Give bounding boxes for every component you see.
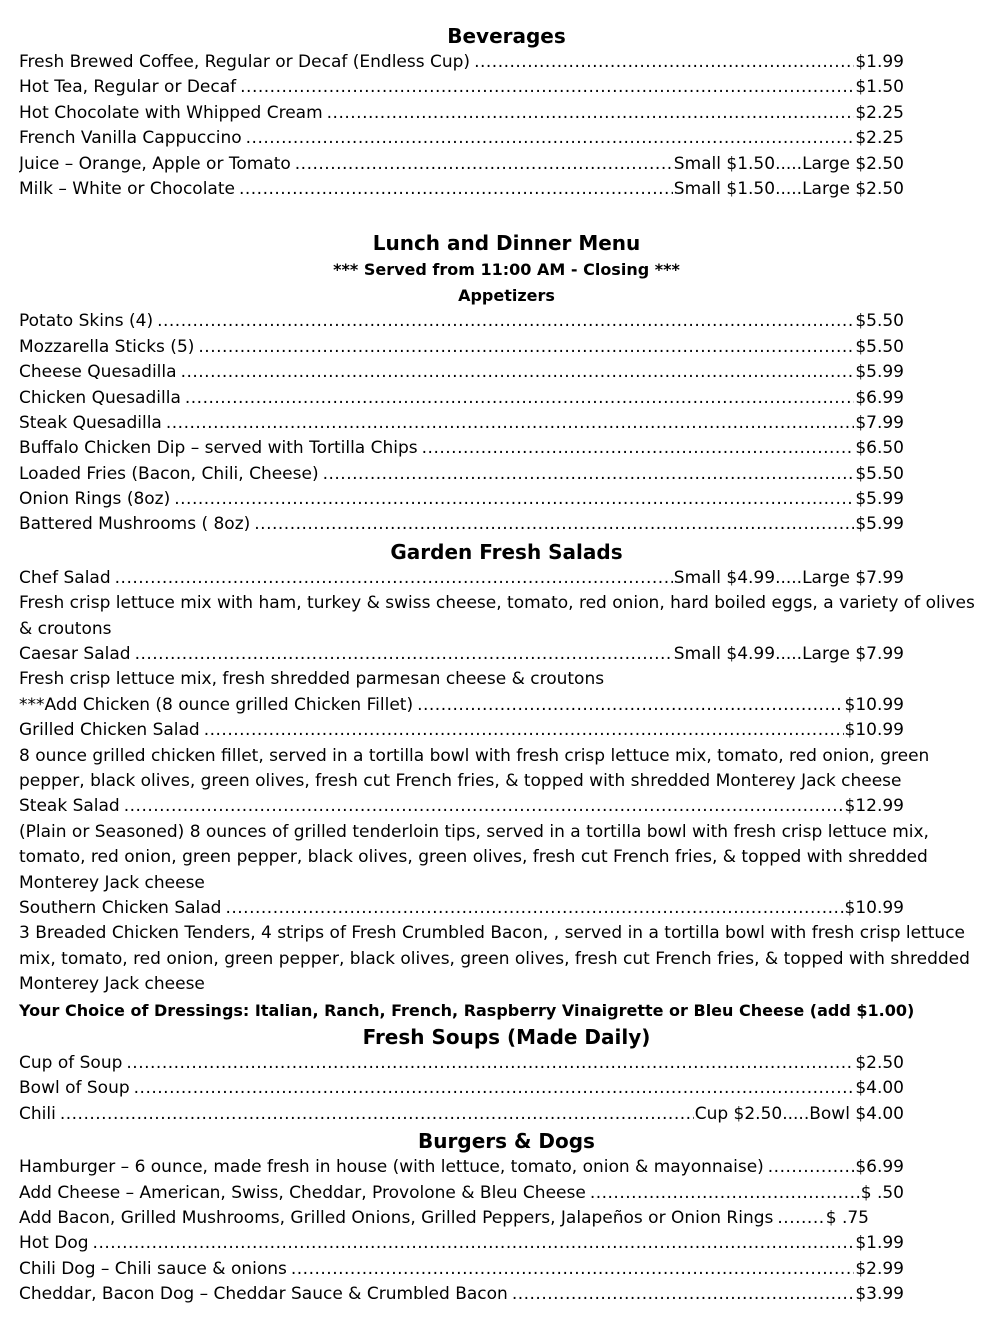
dot-leader bbox=[181, 360, 855, 385]
dot-leader bbox=[124, 794, 844, 819]
item-name: Chili bbox=[19, 1103, 56, 1124]
dot-leader bbox=[174, 487, 854, 512]
item-price: Cup $2.50.....Bowl $4.00 bbox=[694, 1103, 904, 1124]
item-price: $5.50 bbox=[855, 336, 904, 357]
dot-leader bbox=[93, 1231, 855, 1256]
list-item bbox=[19, 75, 904, 100]
dot-leader bbox=[204, 718, 844, 743]
dot-leader bbox=[323, 462, 855, 487]
list-item bbox=[19, 1282, 904, 1307]
soups-list bbox=[19, 1051, 982, 1127]
dot-leader bbox=[291, 1257, 854, 1282]
dot-leader bbox=[246, 126, 855, 151]
list-item bbox=[19, 1206, 869, 1231]
dot-leader bbox=[157, 309, 854, 334]
salad-southern-chicken bbox=[19, 896, 982, 998]
spacer bbox=[19, 202, 982, 229]
item-price: $1.50 bbox=[855, 77, 904, 98]
item-price: $3.99 bbox=[855, 1284, 904, 1305]
item-name: Chef Salad bbox=[19, 567, 111, 588]
item-price: $1.99 bbox=[855, 1233, 904, 1254]
salads-list bbox=[19, 566, 982, 1023]
item-name: Chicken Quesadilla bbox=[19, 387, 181, 408]
list-item bbox=[19, 360, 904, 385]
item-price: $5.50 bbox=[855, 311, 904, 332]
lunch-dinner-heading: Lunch and Dinner Menu bbox=[372, 231, 641, 256]
item-price: Small $4.99.....Large $7.99 bbox=[673, 644, 904, 665]
dot-leader bbox=[239, 177, 673, 202]
salad-grilled-chicken bbox=[19, 718, 982, 794]
burgers-heading: Burgers & Dogs bbox=[418, 1129, 595, 1154]
list-item bbox=[19, 1257, 904, 1282]
list-item bbox=[19, 896, 904, 921]
item-name: Battered Mushrooms ( 8oz) bbox=[19, 514, 251, 535]
item-name: Milk – White or Chocolate bbox=[19, 178, 235, 199]
item-name: Hamburger – 6 ounce, made fresh in house (with lettuce, tomato, onion & mayonnaise) bbox=[19, 1157, 764, 1178]
item-price: $2.99 bbox=[855, 1258, 904, 1279]
item-name: Steak Salad bbox=[19, 796, 120, 817]
item-name: French Vanilla Cappuccino bbox=[19, 128, 242, 149]
item-price: $1.99 bbox=[855, 52, 904, 72]
item-price: Small $1.50.....Large $2.50 bbox=[673, 153, 904, 174]
list-item bbox=[19, 101, 904, 126]
dot-leader bbox=[198, 335, 854, 360]
burgers-list bbox=[19, 1155, 982, 1307]
item-name: Southern Chicken Salad bbox=[19, 898, 222, 919]
beverages-list bbox=[19, 50, 982, 202]
item-price: $7.99 bbox=[855, 412, 904, 433]
dot-leader bbox=[590, 1181, 860, 1206]
dot-leader bbox=[134, 1076, 855, 1101]
item-description: 3 Breaded Chicken Tenders, 4 strips of Fresh Crumbled Bacon, , served in a tortilla bowl with fresh crisp lettuce mix, tomato, red onion, green pepper, black olives, green olives, fresh cut French fries, & topped with shredded Monterey Jack cheese bbox=[19, 923, 970, 995]
list-item bbox=[19, 1051, 904, 1076]
item-price: $2.50 bbox=[855, 1053, 904, 1074]
item-price: $6.50 bbox=[855, 438, 904, 459]
dot-leader bbox=[768, 1155, 855, 1180]
item-description: Fresh crisp lettuce mix, fresh shredded parmesan cheese & croutons bbox=[19, 669, 605, 690]
dot-leader bbox=[295, 152, 673, 177]
dot-leader bbox=[225, 896, 843, 921]
item-name: Add Bacon, Grilled Mushrooms, Grilled Onions, Grilled Peppers, Jalapeños or Onion Rings bbox=[19, 1208, 774, 1229]
item-name: Steak Quesadilla bbox=[19, 412, 162, 433]
dot-leader bbox=[185, 386, 854, 411]
item-price: $12.99 bbox=[844, 796, 904, 817]
dot-leader bbox=[422, 436, 855, 461]
item-name: Caesar Salad bbox=[19, 644, 131, 665]
item-price: Small $1.50.....Large $2.50 bbox=[673, 178, 904, 199]
list-item bbox=[19, 1155, 904, 1180]
item-price: $10.99 bbox=[844, 720, 904, 741]
dot-leader bbox=[60, 1102, 694, 1127]
item-price: $2.25 bbox=[855, 102, 904, 123]
list-item bbox=[19, 642, 904, 667]
item-name: Cup of Soup bbox=[19, 1053, 123, 1074]
dressings-note: Your Choice of Dressings: Italian, Ranch, French, Raspberry Vinaigrette or Bleu Cheese (add $1.00) bbox=[19, 1000, 915, 1020]
item-name: Cheese Quesadilla bbox=[19, 362, 177, 383]
item-name: Chili Dog – Chili sauce & onions bbox=[19, 1258, 287, 1279]
list-item bbox=[19, 50, 904, 75]
list-item bbox=[19, 436, 904, 461]
list-item bbox=[19, 794, 904, 819]
appetizers-list bbox=[19, 309, 982, 538]
item-price: $5.99 bbox=[855, 514, 904, 535]
item-price: $10.99 bbox=[844, 694, 904, 715]
list-item bbox=[19, 126, 904, 151]
item-price: $5.99 bbox=[855, 362, 904, 383]
item-name: Loaded Fries (Bacon, Chili, Cheese) bbox=[19, 463, 319, 484]
dot-leader bbox=[327, 101, 855, 126]
item-name: Hot Chocolate with Whipped Cream bbox=[19, 102, 323, 123]
soups-heading: Fresh Soups (Made Daily) bbox=[362, 1025, 651, 1050]
item-name: Hot Tea, Regular or Decaf bbox=[19, 77, 237, 98]
item-name: Hot Dog bbox=[19, 1233, 89, 1254]
item-price: $6.99 bbox=[855, 387, 904, 408]
served-hours: *** Served from 11:00 AM - Closing *** bbox=[333, 260, 680, 280]
item-price: Small $4.99.....Large $7.99 bbox=[673, 567, 904, 588]
item-name: Juice – Orange, Apple or Tomato bbox=[19, 153, 291, 174]
dot-leader bbox=[777, 1206, 824, 1231]
item-price: $4.00 bbox=[855, 1078, 904, 1099]
list-item bbox=[19, 386, 904, 411]
dot-leader bbox=[474, 50, 854, 75]
appetizers-heading: Appetizers bbox=[458, 286, 555, 306]
salad-caesar bbox=[19, 642, 982, 693]
list-item bbox=[19, 1102, 904, 1127]
list-item bbox=[19, 718, 904, 743]
dot-leader bbox=[417, 693, 843, 718]
item-name: Mozzarella Sticks (5) bbox=[19, 336, 195, 357]
item-name: ***Add Chicken (8 ounce grilled Chicken Fillet) bbox=[19, 694, 414, 715]
list-item bbox=[19, 1231, 904, 1256]
item-name: Bowl of Soup bbox=[19, 1078, 130, 1099]
list-item bbox=[19, 411, 904, 436]
item-description: Fresh crisp lettuce mix with ham, turkey & swiss cheese, tomato, red onion, hard boiled eggs, a variety of olives & croutons bbox=[19, 593, 975, 639]
beverages-heading: Beverages bbox=[447, 24, 566, 48]
list-item bbox=[19, 693, 904, 718]
item-name: Add Cheese – American, Swiss, Cheddar, Provolone & Bleu Cheese bbox=[19, 1182, 586, 1203]
item-description: (Plain or Seasoned) 8 ounces of grilled tenderloin tips, served in a tortilla bowl with fresh crisp lettuce mix, tomato, red onion, green pepper, black olives, green olives, fresh cut French fries, & topped with shredded Monterey Jack cheese bbox=[19, 821, 929, 893]
salad-steak bbox=[19, 794, 982, 896]
list-item bbox=[19, 177, 904, 202]
list-item bbox=[19, 309, 904, 334]
item-price: $6.99 bbox=[855, 1157, 904, 1178]
list-item bbox=[19, 152, 904, 177]
dot-leader bbox=[254, 512, 854, 537]
list-item bbox=[19, 487, 904, 512]
item-price: $ .50 bbox=[860, 1182, 904, 1203]
item-price: $ .75 bbox=[825, 1208, 869, 1229]
dot-leader bbox=[240, 75, 854, 100]
item-name: Fresh Brewed Coffee, Regular or Decaf (Endless Cup) bbox=[19, 52, 471, 72]
item-name: Cheddar, Bacon Dog – Cheddar Sauce & Crumbled Bacon bbox=[19, 1284, 508, 1305]
list-item bbox=[19, 566, 904, 591]
item-name: Potato Skins (4) bbox=[19, 311, 154, 332]
dot-leader bbox=[166, 411, 854, 436]
dot-leader bbox=[135, 642, 673, 667]
item-name: Buffalo Chicken Dip – served with Tortilla Chips bbox=[19, 438, 418, 459]
list-item bbox=[19, 462, 904, 487]
list-item bbox=[19, 1181, 904, 1206]
item-price: $10.99 bbox=[844, 898, 904, 919]
item-name: Grilled Chicken Salad bbox=[19, 720, 200, 741]
salad-chef bbox=[19, 566, 982, 642]
dot-leader bbox=[512, 1282, 855, 1307]
list-item bbox=[19, 1076, 904, 1101]
dot-leader bbox=[126, 1051, 854, 1076]
dot-leader bbox=[115, 566, 673, 591]
list-item bbox=[19, 335, 904, 360]
item-price: $5.50 bbox=[855, 463, 904, 484]
item-description: 8 ounce grilled chicken fillet, served in a tortilla bowl with fresh crisp lettuce mix, tomato, red onion, green pepper, black olives, green olives, fresh cut French fries, & topped with shredded Monterey Jack cheese bbox=[19, 745, 930, 792]
item-name: Onion Rings (8oz) bbox=[19, 489, 171, 510]
salads-heading: Garden Fresh Salads bbox=[390, 539, 623, 564]
item-price: $5.99 bbox=[855, 489, 904, 510]
list-item bbox=[19, 512, 904, 537]
item-price: $2.25 bbox=[855, 128, 904, 149]
